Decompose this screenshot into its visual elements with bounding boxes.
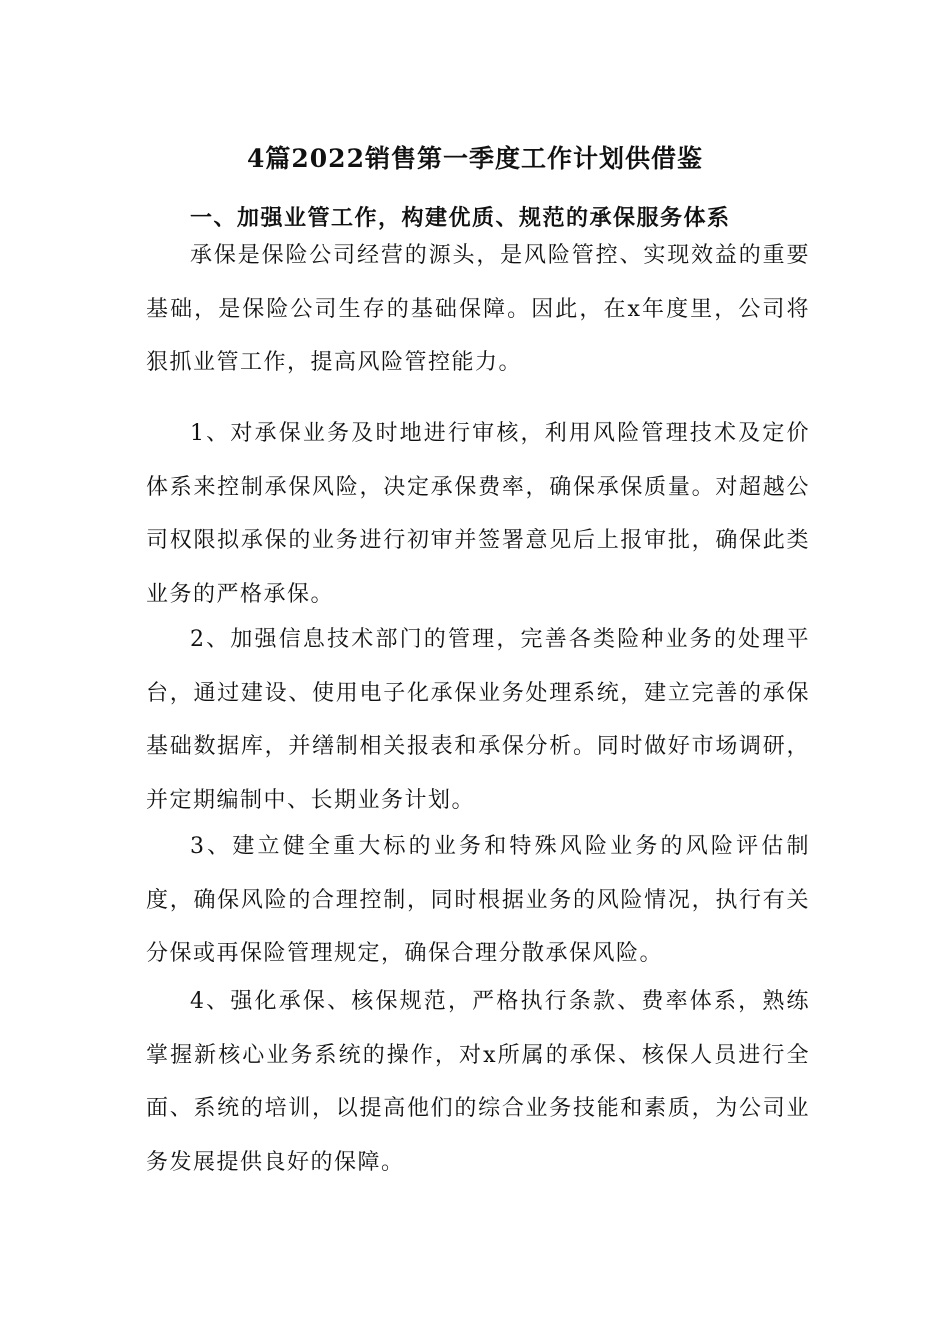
document-title: 4篇2022销售第一季度工作计划供借鉴 bbox=[247, 144, 703, 173]
paragraph-item-1: 1、对承保业务及时地进行审核，利用风险管理技术及定价体系来控制承保风险，决定承保费率，确保承保质量。对超越公司权限拟承保的业务进行初审并签署意见后上报审批，确保此类业务的严格承保。 bbox=[146, 421, 810, 607]
paragraph-item-3: 3、建立健全重大标的业务和特殊风险业务的风险评估制度，确保风险的合理控制，同时根据业务的风险情况，执行有关分保或再保险管理规定，确保合理分散承保风险。 bbox=[146, 834, 810, 966]
paragraph-item-2: 2、加强信息技术部门的管理，完善各类险种业务的处理平台，通过建设、使用电子化承保业务处理系统，建立完善的承保基础数据库，并缮制相关报表和承保分析。同时做好市场调研，并定期编制中、长期业务计划。 bbox=[146, 627, 810, 813]
paragraph-item-4: 4、强化承保、核保规范，严格执行条款、费率体系，熟练掌握新核心业务系统的操作，对x所属的承保、核保人员进行全面、系统的培训，以提高他们的综合业务技能和素质，为公司业务发展提供良好的保障。 bbox=[146, 989, 810, 1175]
paragraph-intro: 承保是保险公司经营的源头，是风险管控、实现效益的重要基础，是保险公司生存的基础保障。因此，在x年度里，公司将狠抓业管工作，提高风险管控能力。 bbox=[146, 243, 810, 375]
section-heading: 一、加强业管工作，构建优质、规范的承保服务体系 bbox=[190, 205, 731, 231]
